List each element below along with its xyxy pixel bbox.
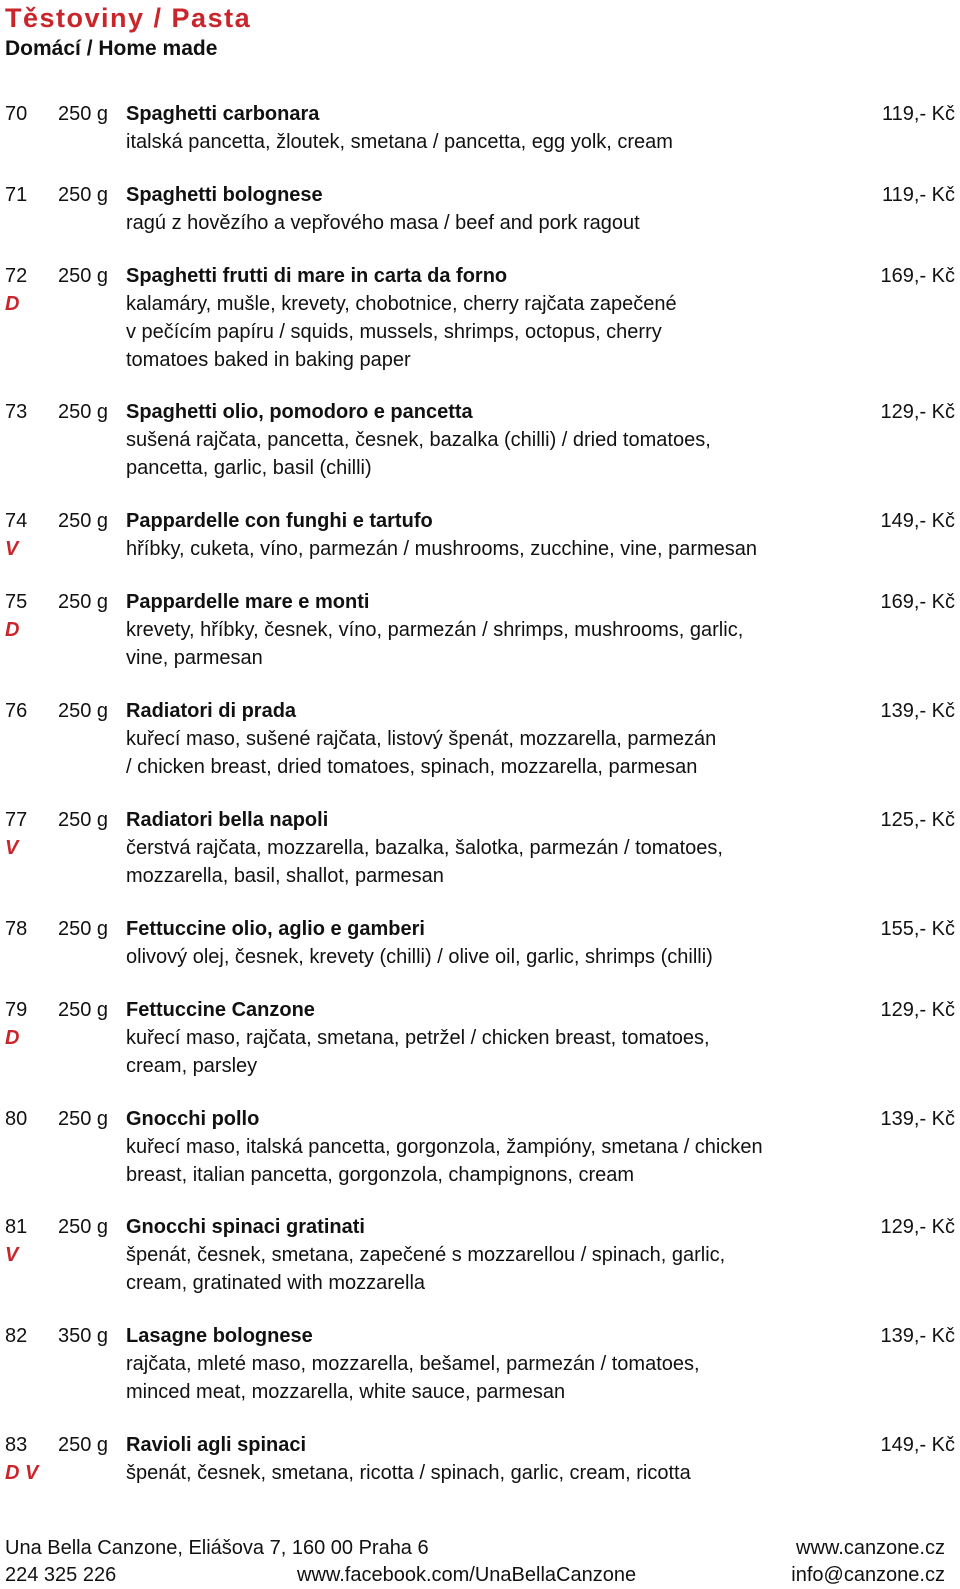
item-price: 119,- Kč [882, 103, 955, 125]
item-body [126, 100, 826, 156]
item-description: sušená rajčata, pancetta, česnek, bazalka (chilli) / dried tomatoes, pancetta, garlic, basil (chilli) [126, 429, 711, 479]
item-body [126, 996, 826, 1080]
item-name: Lasagne bolognese [126, 1325, 313, 1347]
item-name: Spaghetti carbonara [126, 103, 320, 125]
item-number: 77 [5, 809, 28, 831]
page-title: Těstoviny / Pasta [5, 3, 252, 33]
item-number: 75 [5, 591, 28, 613]
item-body [126, 697, 826, 781]
item-description: olivový olej, česnek, krevety (chilli) / olive oil, garlic, shrimps (chilli) [126, 946, 713, 968]
item-body [126, 1431, 826, 1487]
item-price: 125,- Kč [880, 809, 955, 831]
item-number: 81 [5, 1216, 28, 1238]
item-price: 169,- Kč [880, 265, 955, 287]
item-description: kalamáry, mušle, krevety, chobotnice, cherry rajčata zapečené v pečícím papíru / squids, mussels, shrimps, octopus, cherry tomatoes baked in baking paper [126, 293, 677, 371]
item-description: italská pancetta, žloutek, smetana / pancetta, egg yolk, cream [126, 131, 673, 153]
item-name: Ravioli agli spinaci [126, 1434, 307, 1456]
item-weight: 350 g [58, 1325, 109, 1347]
item-name: Fettuccine Canzone [126, 999, 315, 1021]
item-description: rajčata, mleté maso, mozzarella, bešamel, parmezán / tomatoes, minced meat, mozzarella, white sauce, parmesan [126, 1353, 700, 1403]
item-number: 73 [5, 401, 28, 423]
diet-badge: D [5, 293, 20, 315]
diet-badge: V [5, 1244, 19, 1266]
item-weight: 250 g [58, 510, 109, 532]
item-description: krevety, hříbky, česnek, víno, parmezán / shrimps, mushrooms, garlic, vine, parmesan [126, 619, 744, 669]
item-body [126, 1105, 826, 1189]
footer-website[interactable]: www.canzone.cz [796, 1537, 945, 1559]
item-weight: 250 g [58, 809, 109, 831]
diet-badge: V [5, 837, 19, 859]
item-body [126, 398, 826, 482]
item-body [126, 806, 826, 890]
item-weight: 250 g [58, 1216, 109, 1238]
item-description: špenát, česnek, smetana, ricotta / spinach, garlic, cream, ricotta [126, 1462, 691, 1484]
item-weight: 250 g [58, 918, 109, 940]
item-weight: 250 g [58, 999, 109, 1021]
item-body [126, 915, 826, 971]
item-price: 139,- Kč [880, 1108, 955, 1130]
item-price: 129,- Kč [880, 999, 955, 1021]
item-number: 72 [5, 265, 28, 287]
item-price: 139,- Kč [880, 1325, 955, 1347]
diet-badge: D [5, 619, 20, 641]
item-name: Fettuccine olio, aglio e gamberi [126, 918, 425, 940]
item-body [126, 181, 826, 237]
item-number: 76 [5, 700, 28, 722]
item-body [126, 1213, 826, 1297]
item-number: 74 [5, 510, 28, 532]
item-name: Radiatori di prada [126, 700, 297, 722]
item-price: 149,- Kč [880, 1434, 955, 1456]
item-price: 129,- Kč [880, 401, 955, 423]
item-name: Spaghetti olio, pomodoro e pancetta [126, 401, 473, 423]
footer-phone[interactable]: 224 325 226 [5, 1564, 117, 1586]
item-name: Gnocchi pollo [126, 1108, 260, 1130]
item-name: Spaghetti frutti di mare in carta da forno [126, 265, 508, 287]
item-body [126, 262, 826, 374]
diet-badge: V [5, 538, 19, 560]
item-description: špenát, česnek, smetana, zapečené s mozzarellou / spinach, garlic, cream, gratinated with mozzarella [126, 1244, 726, 1294]
item-price: 169,- Kč [880, 591, 955, 613]
item-number: 83 [5, 1434, 28, 1456]
item-description: hříbky, cuketa, víno, parmezán / mushrooms, zucchine, vine, parmesan [126, 538, 758, 560]
item-weight: 250 g [58, 1434, 109, 1456]
diet-badge: D V [5, 1462, 39, 1484]
item-name: Gnocchi spinaci gratinati [126, 1216, 365, 1238]
item-body [126, 507, 826, 563]
item-weight: 250 g [58, 1108, 109, 1130]
item-description: kuřecí maso, sušené rajčata, listový špenát, mozzarella, parmezán / chicken breast, dried tomatoes, spinach, mozzarella, parmesan [126, 728, 717, 778]
item-number: 71 [5, 184, 28, 206]
item-weight: 250 g [58, 700, 109, 722]
item-weight: 250 g [58, 401, 109, 423]
item-name: Pappardelle mare e monti [126, 591, 370, 613]
item-weight: 250 g [58, 265, 109, 287]
item-price: 149,- Kč [880, 510, 955, 532]
footer-email[interactable]: info@canzone.cz [791, 1564, 945, 1586]
menu-header [5, 2, 251, 64]
item-number: 78 [5, 918, 28, 940]
page-subtitle: Domácí / Home made [5, 37, 218, 60]
item-price: 139,- Kč [880, 700, 955, 722]
item-weight: 250 g [58, 103, 109, 125]
item-price: 155,- Kč [880, 918, 955, 940]
item-number: 70 [5, 103, 28, 125]
item-name: Spaghetti bolognese [126, 184, 323, 206]
item-price: 119,- Kč [882, 184, 955, 206]
diet-badge: D [5, 1027, 20, 1049]
item-description: čerstvá rajčata, mozzarella, bazalka, šalotka, parmezán / tomatoes, mozzarella, basil, shallot, parmesan [126, 837, 723, 887]
item-weight: 250 g [58, 184, 109, 206]
item-name: Pappardelle con funghi e tartufo [126, 510, 433, 532]
item-description: kuřecí maso, italská pancetta, gorgonzola, žampióny, smetana / chicken breast, italian pancetta, gorgonzola, champignons, cream [126, 1136, 763, 1186]
item-number: 82 [5, 1325, 28, 1347]
item-price: 129,- Kč [880, 1216, 955, 1238]
item-description: ragú z hovězího a vepřového masa / beef and pork ragout [126, 212, 640, 234]
footer-facebook[interactable]: www.facebook.com/UnaBellaCanzone [297, 1564, 637, 1586]
item-number: 79 [5, 999, 28, 1021]
item-description: kuřecí maso, rajčata, smetana, petržel / chicken breast, tomatoes, cream, parsley [126, 1027, 710, 1077]
item-name: Radiatori bella napoli [126, 809, 329, 831]
item-body [126, 1322, 826, 1406]
item-number: 80 [5, 1108, 28, 1130]
item-weight: 250 g [58, 591, 109, 613]
footer-address: Una Bella Canzone, Eliášova 7, 160 00 Praha 6 [5, 1537, 429, 1559]
item-body [126, 588, 826, 672]
